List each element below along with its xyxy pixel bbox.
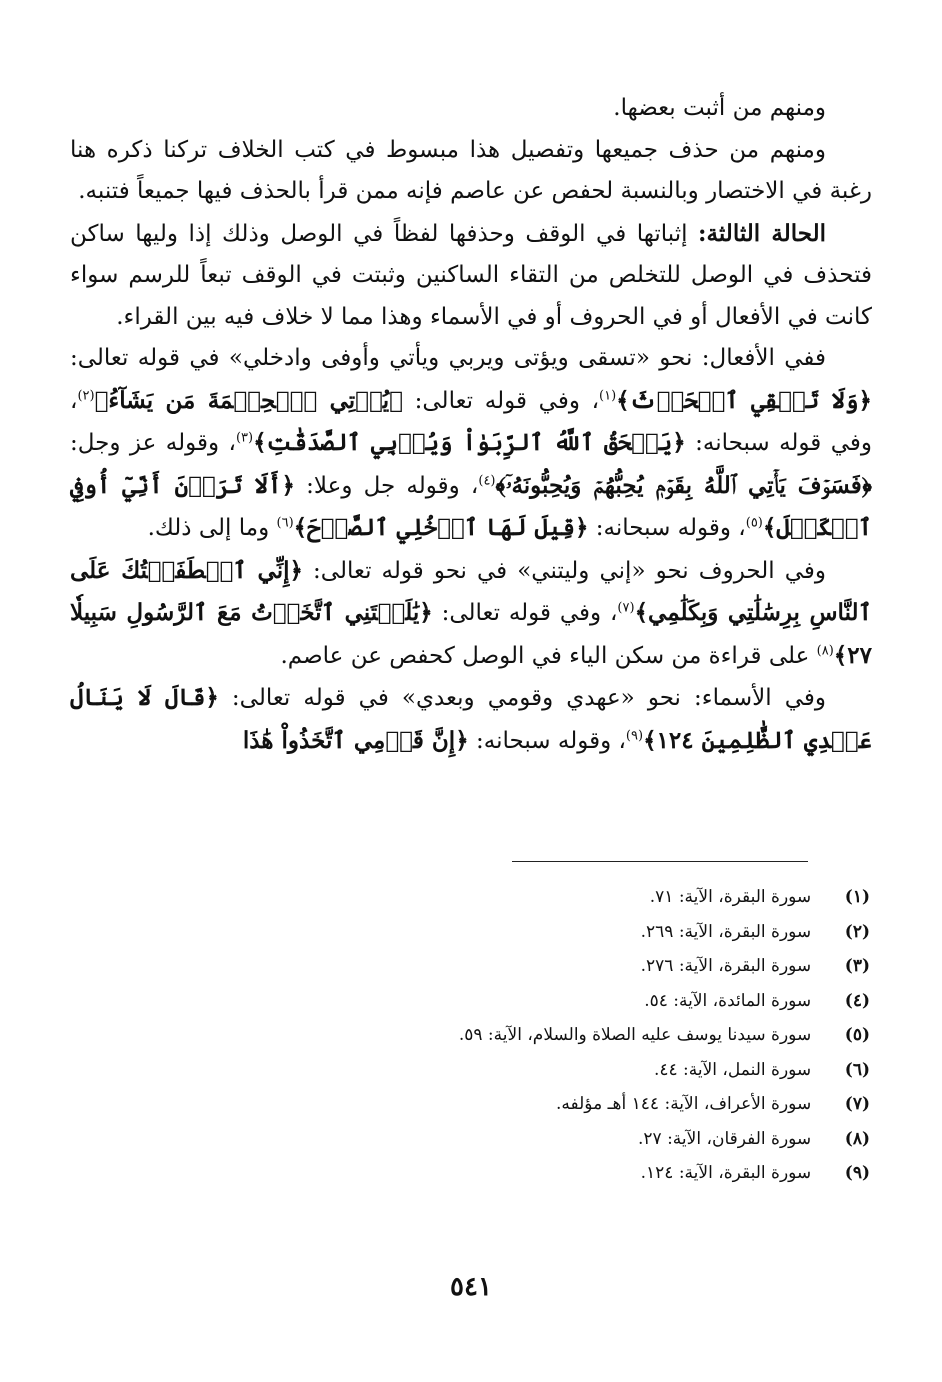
paragraph-6 (70, 677, 872, 762)
paragraph-3-text: إثباتها في الوقف وحذفها لفظاً في الوصل وذلك إذا وليها ساكن فتحذف في الوصل للتخلص من التقاء الساكنين وثبتت في الوقف تبعاً للرسم سواء كانت في الأفعال أو في الحروف أو في الأسماء وهذا مما لا خلاف فيه بين القراء. (70, 220, 872, 330)
text-run: ففي الأفعال: نحو «تسقى ويؤتى ويربي ويأتي وأوفى وادخلي» في قوله تعالى: (70, 345, 826, 371)
quran-verse: ﴿إِنِّي ٱصۡطَفَيۡتُكَ عَلَى ٱلنَّاسِ بِرِسَٰلَٰتِي وَبِكَلَٰمِي﴾ (70, 556, 872, 626)
footnote-item (110, 880, 870, 915)
footnote-item (110, 1053, 870, 1088)
paragraph-2: ومنهم من حذف جميعها وتفصيل هذا مبسوط في كتب الخلاف تركنا ذكره هنا رغبة في الاختصار وبالنسبة لحفص عن عاصم فإنه ممن قرأ بالحذف فيها جميعاً فتنبه. (70, 136, 872, 204)
footnote-text: سورة الفرقان، الآية: ٢٧. (638, 1128, 812, 1149)
text-run: وفي الحروف نحو «إني وليتني» في نحو قوله تعالى: (302, 557, 826, 584)
quran-verse: ﴿يُؤۡتِي ٱلۡحِكۡمَةَ مَن يَشَآءُ﴾ (94, 386, 403, 414)
footnote-text: سورة البقرة، الآية: ١٢٤. (640, 1163, 812, 1183)
footnote-text: سورة البقرة، الآية: ٢٧٦. (640, 956, 812, 976)
footnote-text: سورة النمل، الآية: ٤٤. (653, 1059, 812, 1080)
footnote-number: (٧) (844, 1094, 870, 1114)
quran-verse: ﴿يَمۡحَقُ ٱللَّهُ ٱلرِّبَوٰاْ وَيُرۡبِي ٱلصَّدَقَٰتِ﴾ (253, 429, 686, 456)
quran-verse: ﴿وَلَا تَسۡقِي ٱلۡحَرۡثَ﴾ (616, 386, 872, 414)
footnote-item (110, 1018, 870, 1053)
footnote-number: (٩) (844, 1163, 870, 1183)
footnotes (110, 880, 870, 1191)
footnote-item (110, 1122, 870, 1157)
footnote-ref: (٢) (77, 387, 95, 403)
footnote-number: (٦) (844, 1059, 870, 1080)
footnote-item (110, 915, 870, 950)
footnote-item (110, 1087, 870, 1122)
footnote-number: (٣) (844, 956, 870, 976)
footnote-text: سورة البقرة، الآية: ٢٦٩. (640, 921, 812, 942)
footnote-text: سورة الأعراف، الآية: ١٤٤ أهـ مؤلفه. (555, 1094, 812, 1114)
quran-verse: ﴿أَلَا تَرَوۡنَ أَنِّيٓ أُوفِي ٱلۡكَيۡلَ﴾ (70, 471, 872, 541)
text-run: ، وقوله سبحانه: (468, 727, 626, 754)
footnote-ref: (٨) (816, 642, 834, 658)
footnote-ref: (٣) (235, 430, 254, 446)
quran-verse: ﴿إِنَّ قَوۡمِي ٱتَّخَذُواْ هَٰذَا (242, 726, 469, 754)
footnote-number: (١) (844, 887, 870, 907)
footnote-text: سورة المائدة، الآية: ٥٤. (644, 990, 812, 1011)
footnote-item (110, 984, 870, 1019)
text-run: وما إلى ذلك. (147, 515, 277, 541)
footnote-ref: (٤) (478, 472, 496, 488)
footnote-number: (٢) (844, 921, 870, 942)
text-run: ، وقوله عز وجل: (70, 430, 236, 456)
paragraph-5 (70, 550, 872, 678)
footnote-item (110, 949, 870, 984)
quran-verse: ﴿فَسَوۡفَ يَأۡتِي ٱللَّهُ بِقَوۡمٖ يُحِبُّهُمۡ وَيُحِبُّونَهُۥٓ﴾ (495, 471, 872, 499)
main-text (70, 88, 872, 762)
footnote-text: سورة البقرة، الآية: ٧١. (649, 887, 812, 907)
text-run: على قراءة من سكن الياء في الوصل كحفص عن عاصم. (280, 642, 817, 669)
quran-verse: ﴿قِيلَ لَهَا ٱدۡخُلِي ٱلصَّرۡحَ﴾ (293, 514, 589, 541)
footnote-ref: (٦) (276, 515, 294, 531)
footnote-number: (٤) (844, 990, 870, 1011)
footnote-text: سورة سيدنا يوسف عليه الصلاة والسلام، الآية: ٥٩. (458, 1025, 812, 1045)
text-run: ، وقوله جل وعلا: (294, 472, 479, 499)
paragraph-4 (70, 338, 872, 550)
footnote-ref: (٩) (625, 727, 644, 743)
text-run: ، وفي قوله تعالى: (432, 600, 618, 626)
text-run: ، وفي قوله سبحانه: (70, 387, 872, 456)
quran-verse: ﴿قَالَ لَا يَنَالُ عَهۡدِي ٱلظَّٰلِمِينَ ١٢٤﴾ (70, 684, 872, 754)
footnote-item (110, 1156, 870, 1191)
footnote-ref: (١) (599, 387, 617, 403)
footnote-number: (٥) (844, 1025, 870, 1045)
footnote-divider (512, 861, 808, 862)
footnote-number: (٨) (844, 1128, 870, 1149)
section-label: الحالة الثالثة: (698, 219, 826, 247)
text-run: وفي الأسماء: نحو «عهدي وقومي وبعدي» في قوله تعالى: (218, 685, 826, 711)
paragraph-3 (70, 213, 872, 339)
quran-verse: ﴿يَٰلَيۡتَنِي ٱتَّخَذۡتُ مَعَ ٱلرَّسُولِ سَبِيلٗا ٢٧﴾ (70, 599, 872, 669)
paragraph-1: ومنهم من أثبت بعضها. (613, 95, 826, 121)
text-run: ، وفي قوله تعالى: (402, 387, 600, 414)
page-number: ٥٤١ (450, 1272, 492, 1302)
text-run: ، وقوله سبحانه: (588, 515, 746, 541)
footnote-ref: (٥) (745, 515, 763, 531)
footnote-ref: (٧) (617, 600, 635, 616)
